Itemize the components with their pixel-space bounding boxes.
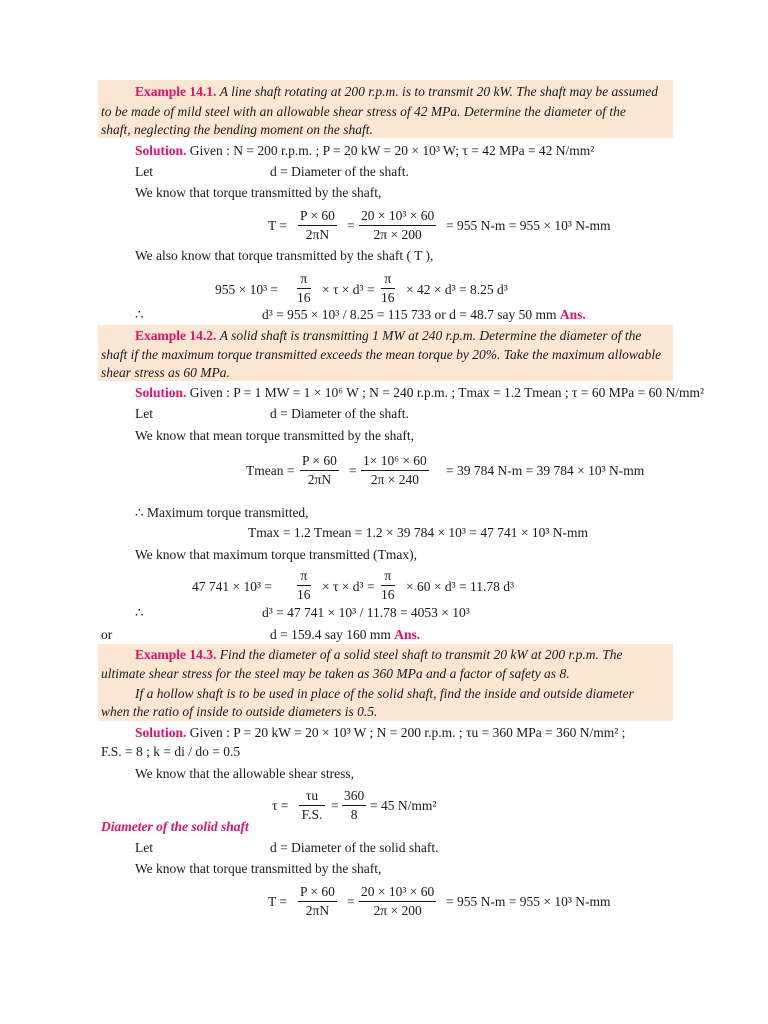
- example-question-line: when the ratio of inside to outside diameters is 0.5.: [101, 704, 378, 719]
- result-line: d³ = 47 741 × 10³ / 11.78 = 4053 × 10³: [262, 605, 470, 620]
- answer-label: Ans.: [559, 307, 586, 322]
- solution-given: Solution. Given : P = 20 kW = 20 × 10³ W ; N = 200 r.p.m. ; τu = 360 MPa = 360 N/mm² ;: [135, 725, 626, 740]
- equation-lhs: 47 741 × 10³ =: [192, 579, 273, 594]
- equation-rhs: = 45 N/mm²: [370, 798, 437, 813]
- equation-line: Tmax = 1.2 Tmean = 1.2 × 39 784 × 10³ = 47 741 × 10³ N-mm: [248, 525, 588, 540]
- example-question: Example 14.1. A line shaft rotating at 200 r.p.m. is to transmit 20 kW. The shaft may be assumed: [135, 84, 659, 99]
- equation-rhs: = 39 784 N-m = 39 784 × 10³ N-mm: [446, 463, 645, 478]
- example-question: Example 14.3. Find the diameter of a solid steel shaft to transmit 20 kW at 200 r.p.m. The: [135, 647, 623, 662]
- equation-lhs: T =: [268, 894, 287, 909]
- equation-lhs: 955 × 10³ =: [215, 282, 279, 297]
- solution-label: Solution.: [135, 385, 187, 400]
- equals-sign: =: [347, 218, 355, 233]
- statement: We know that the allowable shear stress,: [135, 766, 354, 781]
- let-label: Let: [135, 840, 153, 855]
- therefore-symbol: ∴: [135, 307, 144, 322]
- fraction: $\frac{360}{8}$: [344, 788, 365, 822]
- equation-lhs: Tmean =: [246, 463, 295, 478]
- equation-rhs: × 42 × d³ = 8.25 d³: [406, 282, 508, 297]
- statement: We know that torque transmitted by the shaft,: [135, 185, 382, 200]
- let-definition: d = Diameter of the shaft.: [270, 406, 409, 421]
- example-label: Example 14.2.: [135, 328, 217, 343]
- let-definition: d = Diameter of the solid shaft.: [270, 840, 439, 855]
- fraction: $\frac{P \times 60}{2\pi N}$: [300, 884, 335, 918]
- equation-rhs: = 955 N-m = 955 × 10³ N-mm: [446, 218, 611, 233]
- solution-given-line: F.S. = 8 ; k = di / do = 0.5: [101, 744, 241, 759]
- equation-mid: × τ × d³ =: [322, 579, 375, 594]
- section-heading: Diameter of the solid shaft: [101, 819, 249, 834]
- fraction-pi-16: $\frac{\pi}{16}$: [297, 271, 311, 305]
- equals-sign: =: [349, 463, 357, 478]
- fraction: $\frac{P \times 60}{2\pi N}$: [300, 208, 335, 242]
- equation-lhs: τ =: [272, 798, 289, 813]
- solution-given: Solution. Given : N = 200 r.p.m. ; P = 20 kW = 20 × 10³ W; τ = 42 MPa = 42 N/mm²: [135, 143, 595, 158]
- let-label: Let: [135, 164, 153, 179]
- answer-label: Ans.: [394, 627, 421, 642]
- equation-lhs: T =: [268, 218, 287, 233]
- let-label: Let: [135, 406, 153, 421]
- fraction-pi-16: $\frac{\pi}{16}$: [381, 568, 395, 602]
- statement: We also know that torque transmitted by the shaft ( T ),: [135, 248, 434, 263]
- statement: We know that torque transmitted by the shaft,: [135, 861, 382, 876]
- fraction: $\frac{\text{1× 10⁶ × 60}}{2\pi \times 240}$: [363, 453, 427, 487]
- example-label: Example 14.1.: [135, 84, 217, 99]
- example-question-line: shaft if the maximum torque transmitted exceeds the mean torque by 20%. Take the maximum allowable: [101, 347, 662, 362]
- equals-sign: =: [347, 894, 355, 909]
- fraction-pi-16: $\frac{\pi}{16}$: [297, 568, 311, 602]
- result-line: d = 159.4 say 160 mm Ans.: [270, 627, 421, 642]
- fraction: $\frac{\text{20 × 10³ × 60}}{2\pi \times 200}$: [361, 884, 435, 918]
- example-question: Example 14.2. A solid shaft is transmitting 1 MW at 240 r.p.m. Determine the diameter of the: [135, 328, 642, 343]
- example-question-line: to be made of mild steel with an allowable shear stress of 42 MPa. Determine the diameter of the: [101, 104, 626, 119]
- statement: We know that maximum torque transmitted (Tmax),: [135, 547, 417, 562]
- solution-label: Solution.: [135, 143, 187, 158]
- therefore-symbol: ∴: [135, 605, 144, 620]
- example-question-line: ultimate shear stress for the steel may be taken as 360 MPa and a factor of safety as 8.: [101, 666, 570, 681]
- or-label: or: [101, 627, 113, 642]
- example-question-line: shear stress as 60 MPa.: [101, 365, 230, 380]
- equation-mid: × τ × d³ =: [322, 282, 375, 297]
- example-question-line: If a hollow shaft is to be used in place of the solid shaft, find the inside and outside diameter: [135, 686, 634, 701]
- fraction: $\frac{P \times 60}{2\pi N}$: [302, 453, 337, 487]
- fraction: $\frac{\text{20 × 10³ × 60}}{2\pi \times 200}$: [361, 208, 435, 242]
- equals-sign: =: [331, 798, 339, 813]
- solution-label: Solution.: [135, 725, 187, 740]
- let-definition: d = Diameter of the shaft.: [270, 164, 409, 179]
- result-line: d³ = 955 × 10³ / 8.25 = 115 733 or d = 48.7 say 50 mm Ans.: [262, 307, 586, 322]
- solution-given: Solution. Given : P = 1 MW = 1 × 10⁶ W ; N = 240 r.p.m. ; Tmax = 1.2 Tmean ; τ = 60 MPa = 60 N/mm²: [135, 385, 705, 400]
- example-question-line: shaft, neglecting the bending moment on the shaft.: [101, 122, 373, 137]
- fraction: $\frac{\tau u}{F.S.}$: [299, 788, 325, 823]
- equation-rhs: × 60 × d³ = 11.78 d³: [406, 579, 515, 594]
- statement: We know that mean torque transmitted by the shaft,: [135, 428, 414, 443]
- statement: ∴ Maximum torque transmitted,: [135, 505, 309, 520]
- example-label: Example 14.3.: [135, 647, 217, 662]
- equation-rhs: = 955 N-m = 955 × 10³ N-mm: [446, 894, 611, 909]
- fraction-pi-16: $\frac{\pi}{16}$: [381, 271, 395, 305]
